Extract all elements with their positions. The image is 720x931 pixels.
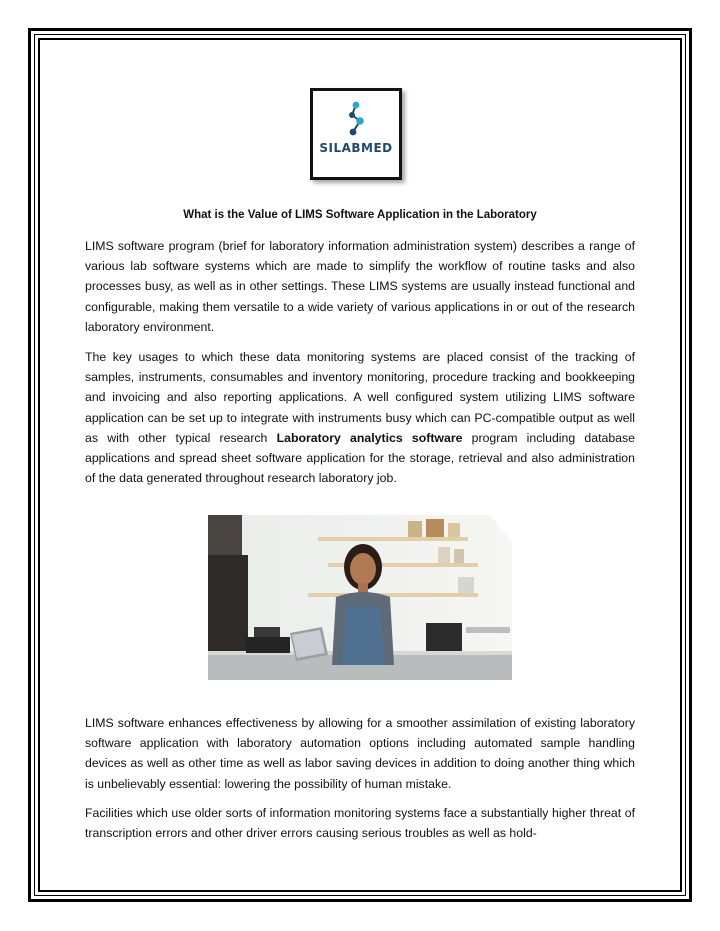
photo-frame [200, 507, 520, 688]
paragraph-usages-text-b: program including database applications and spread sheet software application for the storage, retrieval and also administration of the data generated throughout research laboratory job. [85, 430, 635, 486]
paragraph-usages-text-a: The key usages to which these data monitoring systems are placed consist of the tracking of samples, instruments, consumables and inventory monitoring, procedure tracking and bookkeeping and invoicing and also reporting applications. A well configured system utilizing LIMS software application can be set up to integrate with instruments busy which can PC-compatible output as well as with other typical research [85, 350, 635, 445]
silabmed-logo [310, 88, 402, 180]
laboratory-analytics-software-keyword: Laboratory analytics software [276, 430, 463, 445]
paragraph-effectiveness: LIMS software enhances effectiveness by allowing for a smoother assimilation of existing laboratory software application with laboratory automation options including automated sample handling devices as well as other time as well as labor saving devices in addition to doing another thing which is unbelievably essential: lowering the possibility of human mistake. [85, 716, 635, 791]
paragraph-facilities: Facilities which use older sorts of information monitoring systems face a substantially higher threat of transcription errors and other driver errors causing serious troubles as well as hold- [85, 806, 635, 841]
cafe-counter-photo [208, 515, 512, 680]
paragraph-usages [85, 347, 635, 488]
molecule-icon [343, 101, 369, 137]
page-title: What is the Value of LIMS Software Application in the Laboratory [183, 209, 537, 221]
logo-wordmark: SILABMED [319, 141, 393, 155]
paragraph-intro: LIMS software program (brief for laboratory information administration system) describes a range of various lab software systems which are made to simplify the workflow of routine tasks and also processes busy, as well as in other settings. These LIMS systems are usually instead functional and configurable, making them versatile to a wide variety of various applications in or out of the research laboratory environment. [85, 239, 635, 334]
